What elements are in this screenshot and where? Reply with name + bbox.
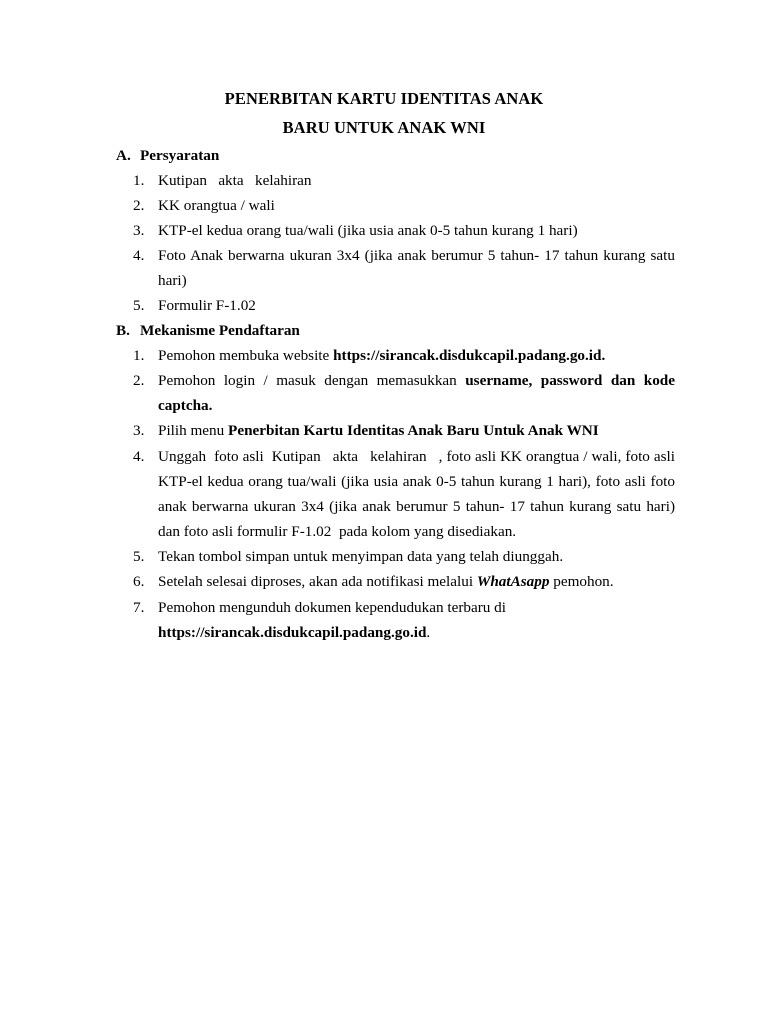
item-text-line-1: Pemohon mengunduh dokumen kependudukan terbaru di [158,599,506,616]
item-number: 3. [133,222,145,239]
item-text-bold-line-2: captcha. [158,397,213,414]
item-number: 1. [133,172,145,189]
item-number: 2. [133,372,145,389]
item-text-line-2 [158,397,675,422]
item-number: 5. [133,548,145,565]
section-a-mark: A. [116,147,131,164]
item-text-period: . [426,624,431,641]
document-title-line-1: PENERBITAN KARTU IDENTITAS ANAK [224,89,544,108]
section-a-title: Persyaratan [140,147,220,164]
item-text-line-1: Foto Anak berwarna ukuran 3x4 (jika anak berumur 5 tahun- 17 tahun kurang satu [158,247,675,264]
item-text [158,422,675,447]
item-number: 4. [133,247,145,264]
item-text: Tekan tombol simpan untuk menyimpan data yang telah diunggah. [158,548,564,565]
item-text [158,573,675,598]
item-text-line-2: hari) [158,272,187,289]
item-text-line-1: Unggah foto asli Kutipan akta kelahiran , foto asli KK orangtua / wali, foto asli [158,448,675,465]
item-text-plain: Pemohon login / masuk dengan memasukkan [158,372,466,389]
whatsapp-term: WhatAsapp [476,573,550,590]
section-a-heading [116,147,219,165]
document-title-line-2: BARU UNTUK ANAK WNI [282,118,486,137]
item-text-bold: username, password dan kode [465,372,675,389]
item-text-line-2: KTP-el kedua orang tua/wali (jika usia anak 0-5 tahun kurang 1 hari), foto asli foto [158,473,675,490]
item-number: 4. [133,448,145,465]
item-text-plain: Setelah selesai diproses, akan ada notifikasi melalui [158,573,477,590]
item-text-line-2 [158,624,675,649]
item-number: 7. [133,599,145,616]
item-number: 5. [133,297,145,314]
item-number: 6. [133,573,145,590]
item-text-line-4: dan foto asli formulir F-1.02 pada kolom yang disediakan. [158,523,517,540]
item-number: 3. [133,422,145,439]
item-number: 1. [133,347,145,364]
item-text: Formulir F-1.02 [158,297,256,314]
item-text-line-1 [158,372,675,397]
item-text-plain: Pilih menu [158,422,229,439]
section-b-heading [116,322,300,340]
item-text: KTP-el kedua orang tua/wali (jika usia anak 0-5 tahun kurang 1 hari) [158,222,578,239]
item-text: Kutipan akta kelahiran [158,172,312,189]
menu-name: Penerbitan Kartu Identitas Anak Baru Untuk Anak WNI [228,422,599,439]
item-text: KK orangtua / wali [158,197,275,214]
website-url: https://sirancak.disdukcapil.padang.go.id. [333,347,606,364]
item-text-line-3: anak berwarna ukuran 3x4 (jika anak berumur 5 tahun- 17 tahun kurang satu hari) [158,498,675,515]
section-b-title: Mekanisme Pendaftaran [140,322,300,339]
item-text [158,347,675,372]
website-url: https://sirancak.disdukcapil.padang.go.id [158,624,427,641]
item-number: 2. [133,197,145,214]
section-b-mark: B. [116,322,130,339]
item-text-plain: Pemohon membuka website [158,347,334,364]
item-text-plain-end: pemohon. [549,573,614,590]
